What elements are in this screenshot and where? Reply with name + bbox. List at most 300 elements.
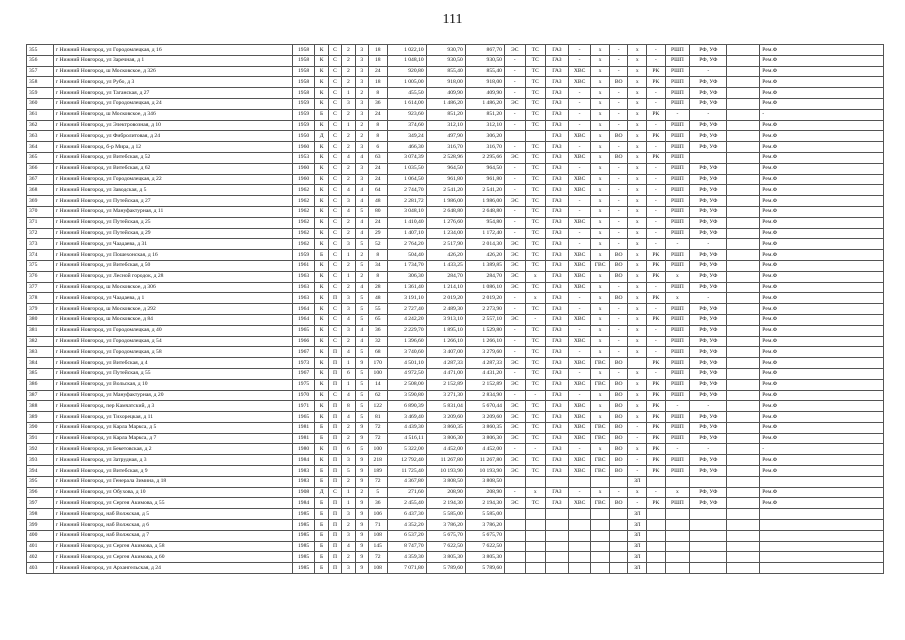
table-cell: РФ, УФ (690, 250, 727, 261)
table-cell: 5 (355, 401, 368, 412)
table-cell: ГАЗ (546, 422, 569, 433)
table-cell: К (315, 455, 328, 466)
table-cell: 3 279,60 (465, 347, 504, 358)
table-row (27, 368, 884, 379)
table-cell: 1971 (292, 401, 315, 412)
table-cell: ХВС (568, 379, 591, 390)
table-cell: К (315, 239, 328, 250)
table-cell: 81 (368, 412, 387, 423)
table-cell: х (591, 142, 610, 153)
table-cell: 379 (27, 304, 54, 315)
table-cell: К (315, 55, 328, 66)
table-cell: г Нижний Новгород, ул Городомлецкая, д 22 (53, 174, 292, 185)
table-cell: 1 (342, 358, 355, 369)
table-cell: 7 071,80 (387, 563, 426, 574)
table-cell: ГАЗ (546, 217, 569, 228)
table-cell (609, 509, 628, 520)
table-cell: 961,80 (426, 174, 465, 185)
table-cell (504, 509, 525, 520)
table-cell: - (628, 498, 647, 509)
table-cell: Рем.Ф (760, 185, 884, 196)
table-cell: 36 (368, 325, 387, 336)
table-cell: 2 (342, 109, 355, 120)
table-row (27, 466, 884, 477)
table-cell: ТС (525, 336, 546, 347)
table-cell: РШП (665, 66, 690, 77)
table-cell: 3 786,20 (465, 520, 504, 531)
table-cell: 52 (368, 239, 387, 250)
table-cell: г Нижний Новгород, ул Витебская, д 62 (53, 163, 292, 174)
table-cell: г Нижний Новгород, ул Рубо, д 3 (53, 77, 292, 88)
table-cell: 382 (27, 336, 54, 347)
table-cell: 6 (342, 368, 355, 379)
table-cell: - (568, 347, 591, 358)
table-cell (546, 541, 569, 552)
table-cell: г Нижний Новгород, ул Заводская, д 5 (53, 185, 292, 196)
table-cell: С (328, 98, 341, 109)
table-cell: РШП (665, 379, 690, 390)
table-cell: 377 (27, 282, 54, 293)
table-cell: - (760, 444, 884, 455)
table-cell: - (568, 98, 591, 109)
table-cell: РФ, УФ (690, 336, 727, 347)
table-cell (609, 552, 628, 563)
table-cell: - (647, 174, 666, 185)
table-cell: 4 471,00 (426, 368, 465, 379)
table-cell: Рем.Ф (760, 466, 884, 477)
table-cell: - (525, 444, 546, 455)
table-cell: 2 727,40 (387, 304, 426, 315)
table-cell: ЗЛ (628, 530, 647, 541)
table-cell (609, 476, 628, 487)
table-cell: 3 806,30 (465, 433, 504, 444)
table-cell: 5 (355, 304, 368, 315)
table-cell: ГВС (591, 498, 610, 509)
table-cell: х (525, 293, 546, 304)
table-cell (546, 520, 569, 531)
table-cell: ГАЗ (546, 271, 569, 282)
table-cell: РШП (665, 185, 690, 196)
table-cell: ЭС (504, 358, 525, 369)
table-cell: ГАЗ (546, 228, 569, 239)
table-cell (727, 293, 760, 304)
table-cell: 1 266,10 (465, 336, 504, 347)
table-cell: х (525, 271, 546, 282)
table-cell: К (315, 45, 328, 56)
table-cell: г Нижний Новгород, ул Архангельская, д 24 (53, 563, 292, 574)
table-cell: ВО (609, 77, 628, 88)
table-cell: 1 407,10 (387, 228, 426, 239)
table-cell: ЭС (504, 260, 525, 271)
table-cell (690, 520, 727, 531)
table-cell: РШП (665, 368, 690, 379)
table-cell: С (328, 131, 341, 142)
table-cell: П (328, 563, 341, 574)
table-cell: ГВС (591, 455, 610, 466)
table-cell (525, 541, 546, 552)
table-cell: 2 (355, 250, 368, 261)
table-cell: К (315, 293, 328, 304)
table-row (27, 304, 884, 315)
table-cell: 1 986,00 (465, 196, 504, 207)
table-cell: 4 359,30 (387, 552, 426, 563)
table-cell: РШП (665, 304, 690, 315)
table-cell: РК (647, 109, 666, 120)
table-cell: С (328, 206, 341, 217)
table-cell: Рем.Ф (760, 228, 884, 239)
table-cell: 1 486,20 (465, 98, 504, 109)
table-cell: 374,60 (387, 120, 426, 131)
table-cell: ГАЗ (546, 196, 569, 207)
table-cell (727, 88, 760, 99)
table-cell: 1 (342, 120, 355, 131)
table-cell: г Нижний Новгород, ул Генерала Зимина, д 18 (53, 476, 292, 487)
table-cell: 316,70 (465, 142, 504, 153)
table-cell: Б (315, 541, 328, 552)
table-cell: 68 (368, 347, 387, 358)
table-cell: ВО (609, 152, 628, 163)
table-cell: 5 (355, 347, 368, 358)
table-cell: 1975 (292, 379, 315, 390)
table-cell: 2 281,72 (387, 196, 426, 207)
table-cell: ХВС (568, 455, 591, 466)
table-cell: Рем.Ф (760, 250, 884, 261)
table-cell: 34 (368, 260, 387, 271)
table-cell: - (568, 390, 591, 401)
table-row (27, 120, 884, 131)
table-cell: РК (647, 260, 666, 271)
table-row (27, 239, 884, 250)
table-cell: г Нижний Новгород, ул Сергея Акимова, д 55 (53, 498, 292, 509)
table-cell: - (568, 55, 591, 66)
table-cell: ГВС (591, 358, 610, 369)
table-cell (647, 530, 666, 541)
table-cell: 2 (342, 422, 355, 433)
table-cell: 2 648,80 (465, 206, 504, 217)
table-cell: 366 (27, 163, 54, 174)
table-cell: 6 (368, 142, 387, 153)
table-cell: г Нижний Новгород, б-р Мира, д 12 (53, 142, 292, 153)
page-number: 111 (442, 12, 463, 27)
table-cell: г Нижний Новгород, ш Московское, д 326 (53, 66, 292, 77)
table-cell: х (665, 487, 690, 498)
table-cell: 8 747,70 (387, 541, 426, 552)
table-cell: К (315, 98, 328, 109)
table-cell: х (591, 109, 610, 120)
table-cell: К (315, 142, 328, 153)
table-cell: 1 172,40 (465, 228, 504, 239)
table-cell: П (328, 476, 341, 487)
table-cell: РФ, УФ (690, 77, 727, 88)
table-cell: 2 295,66 (465, 152, 504, 163)
table-cell: - (628, 433, 647, 444)
table-cell: С (328, 163, 341, 174)
table-cell (690, 530, 727, 541)
table-cell: 65 (368, 314, 387, 325)
table-cell: РФ, УФ (690, 282, 727, 293)
table-cell: С (328, 196, 341, 207)
table-cell: 9 (355, 530, 368, 541)
table-cell: 1966 (292, 336, 315, 347)
table-cell: 1 (342, 250, 355, 261)
table-cell: Б (315, 509, 328, 520)
table-cell (727, 77, 760, 88)
table-cell: х (628, 217, 647, 228)
table-cell: 48 (368, 196, 387, 207)
table-row (27, 401, 884, 412)
table-cell: 1 064,50 (387, 174, 426, 185)
table-cell: х (591, 131, 610, 142)
table-cell (525, 509, 546, 520)
table-cell: 1973 (292, 358, 315, 369)
table-cell: 3 786,20 (426, 520, 465, 531)
table-cell: х (628, 196, 647, 207)
table-cell: 10 193,90 (426, 466, 465, 477)
table-cell: РФ, УФ (690, 217, 727, 228)
table-cell: РШП (665, 412, 690, 423)
table-cell: 390 (27, 422, 54, 433)
table-cell: РК (647, 66, 666, 77)
table-cell: РШП (665, 250, 690, 261)
table-cell: 359 (27, 88, 54, 99)
table-cell: 170 (368, 358, 387, 369)
table-cell: 1970 (292, 390, 315, 401)
table-cell: ТС (525, 498, 546, 509)
table-cell: РШП (665, 163, 690, 174)
table-cell: 3 (342, 239, 355, 250)
table-cell: ТС (525, 401, 546, 412)
table-cell (504, 530, 525, 541)
table-row (27, 347, 884, 358)
table-cell: - (690, 66, 727, 77)
table-cell (727, 336, 760, 347)
table-cell: 208,90 (465, 487, 504, 498)
table-cell: - (628, 455, 647, 466)
table-cell: х (628, 228, 647, 239)
table-cell (568, 552, 591, 563)
table-cell: ВО (609, 401, 628, 412)
table-cell (760, 541, 884, 552)
table-cell: ГАЗ (546, 487, 569, 498)
table-cell: 108 (368, 563, 387, 574)
table-cell: ГАЗ (546, 45, 569, 56)
table-cell: РК (647, 444, 666, 455)
table-cell: 9 (355, 358, 368, 369)
table-cell: РК (647, 412, 666, 423)
table-cell: х (591, 217, 610, 228)
table-cell: ТС (525, 455, 546, 466)
table-cell: 964,50 (465, 163, 504, 174)
table-cell: ХВС (568, 433, 591, 444)
table-cell: 208,90 (426, 487, 465, 498)
table-cell: 5 (355, 412, 368, 423)
table-cell: х (591, 55, 610, 66)
table-cell: - (609, 368, 628, 379)
table-cell: 71 (368, 520, 387, 531)
table-cell: г Нижний Новгород, ул Тихорецкая, д 11 (53, 412, 292, 423)
table-cell: 4 (342, 185, 355, 196)
table-cell: 1960 (292, 163, 315, 174)
table-cell (727, 120, 760, 131)
table-cell (727, 282, 760, 293)
table-cell (665, 563, 690, 574)
table-cell: К (315, 390, 328, 401)
table-row (27, 336, 884, 347)
table-cell: 4 (342, 541, 355, 552)
table-cell: Рем.Ф (760, 196, 884, 207)
table-cell (525, 563, 546, 574)
table-cell: 8 (368, 88, 387, 99)
table-cell: ТС (525, 250, 546, 261)
table-cell: - (568, 45, 591, 56)
table-cell: Рем.Ф (760, 152, 884, 163)
table-cell: 9 (355, 552, 368, 563)
table-cell: 3 (355, 163, 368, 174)
table-cell: ГАЗ (546, 131, 569, 142)
table-cell: 9 (355, 520, 368, 531)
table-cell (690, 476, 727, 487)
table-cell: 1981 (292, 422, 315, 433)
table-cell: 1959 (292, 98, 315, 109)
table-cell: 2 (342, 163, 355, 174)
table-cell: ХВС (568, 336, 591, 347)
table-cell: ГАЗ (546, 498, 569, 509)
table-cell: ГАЗ (546, 98, 569, 109)
table-cell: 1 895,10 (426, 325, 465, 336)
table-cell: 381 (27, 325, 54, 336)
table-cell: - (647, 185, 666, 196)
table-cell: - (609, 174, 628, 185)
table-cell: Рем.Ф (760, 293, 884, 304)
table-cell: 3 913,10 (426, 314, 465, 325)
table-cell: - (504, 109, 525, 120)
table-cell: ЭС (504, 45, 525, 56)
table-cell: - (504, 390, 525, 401)
table-cell: РФ, УФ (690, 206, 727, 217)
table-cell: 357 (27, 66, 54, 77)
table-cell: С (328, 142, 341, 153)
table-cell: - (504, 163, 525, 174)
table-cell: РШП (665, 174, 690, 185)
table-cell: С (328, 88, 341, 99)
table-cell: С (328, 304, 341, 315)
table-cell: С (328, 120, 341, 131)
table-cell: х (628, 131, 647, 142)
table-cell: 394 (27, 466, 54, 477)
table-cell: 5 (355, 206, 368, 217)
table-row (27, 412, 884, 423)
table-cell (727, 196, 760, 207)
table-cell: 1 276,60 (426, 217, 465, 228)
table-cell: ТС (525, 347, 546, 358)
table-cell: Рем.Ф (760, 368, 884, 379)
table-cell: 355 (27, 45, 54, 56)
table-cell (760, 520, 884, 531)
table-cell: г Нижний Новгород, ул Чаадаева, д 31 (53, 239, 292, 250)
table-cell: К (315, 88, 328, 99)
table-cell: 395 (27, 476, 54, 487)
table-cell: 2 455,40 (387, 498, 426, 509)
table-cell: - (525, 390, 546, 401)
table-cell: ЭС (504, 455, 525, 466)
table-cell: 5 (342, 466, 355, 477)
table-cell: - (647, 217, 666, 228)
table-cell: Б (315, 466, 328, 477)
table-cell: 409,90 (426, 88, 465, 99)
table-cell (690, 541, 727, 552)
table-cell: П (328, 444, 341, 455)
table-cell: РШП (665, 45, 690, 56)
table-cell: 5 322,00 (387, 444, 426, 455)
table-cell: Рем.Ф (760, 88, 884, 99)
table-cell: 9 (355, 509, 368, 520)
table-cell: ТС (525, 260, 546, 271)
table-cell: 386 (27, 379, 54, 390)
table-cell: ТС (525, 196, 546, 207)
table-cell: 2 541,20 (465, 185, 504, 196)
table-cell: РК (647, 293, 666, 304)
table-cell: ГВС (591, 466, 610, 477)
table-cell: К (315, 282, 328, 293)
table-cell: - (504, 66, 525, 77)
table-cell: 2 744,70 (387, 185, 426, 196)
table-cell: 11 267,80 (465, 455, 504, 466)
table-cell (760, 509, 884, 520)
table-cell: РФ, УФ (690, 271, 727, 282)
table-cell: К (315, 185, 328, 196)
table-cell: 10 193,90 (465, 466, 504, 477)
table-cell: К (315, 260, 328, 271)
table-cell (690, 152, 727, 163)
table-cell: ТС (525, 77, 546, 88)
table-cell: 5 675,70 (465, 530, 504, 541)
table-cell: 4 (342, 152, 355, 163)
table-cell: 5 675,70 (426, 530, 465, 541)
table-cell: ХВС (568, 498, 591, 509)
table-cell: 32 (368, 336, 387, 347)
table-cell: К (315, 304, 328, 315)
table-cell: ГАЗ (546, 336, 569, 347)
table-cell: 312,10 (426, 120, 465, 131)
table-cell: 9 (355, 422, 368, 433)
table-cell: г Нижний Новгород, наб Волжская, д 7 (53, 530, 292, 541)
table-cell: х (628, 98, 647, 109)
table-row (27, 45, 884, 56)
table-cell: 349,24 (387, 131, 426, 142)
table-cell: 3 (342, 455, 355, 466)
table-cell: 2 (342, 282, 355, 293)
table-cell: х (591, 66, 610, 77)
table-cell: РШП (665, 282, 690, 293)
table-cell (727, 368, 760, 379)
table-cell: 11 725,40 (387, 466, 426, 477)
table-cell: ГАЗ (546, 239, 569, 250)
table-cell: 1 (342, 271, 355, 282)
table-cell: РК (647, 250, 666, 261)
table-cell: 923,60 (387, 109, 426, 120)
table-row (27, 509, 884, 520)
table-cell: 380 (27, 314, 54, 325)
table-cell: РК (647, 314, 666, 325)
table-cell: К (315, 271, 328, 282)
table-cell: 1962 (292, 206, 315, 217)
table-cell (546, 563, 569, 574)
table-cell: - (665, 444, 690, 455)
table-row (27, 552, 884, 563)
table-cell (727, 152, 760, 163)
table-cell: 24 (368, 66, 387, 77)
table-cell: 385 (27, 368, 54, 379)
